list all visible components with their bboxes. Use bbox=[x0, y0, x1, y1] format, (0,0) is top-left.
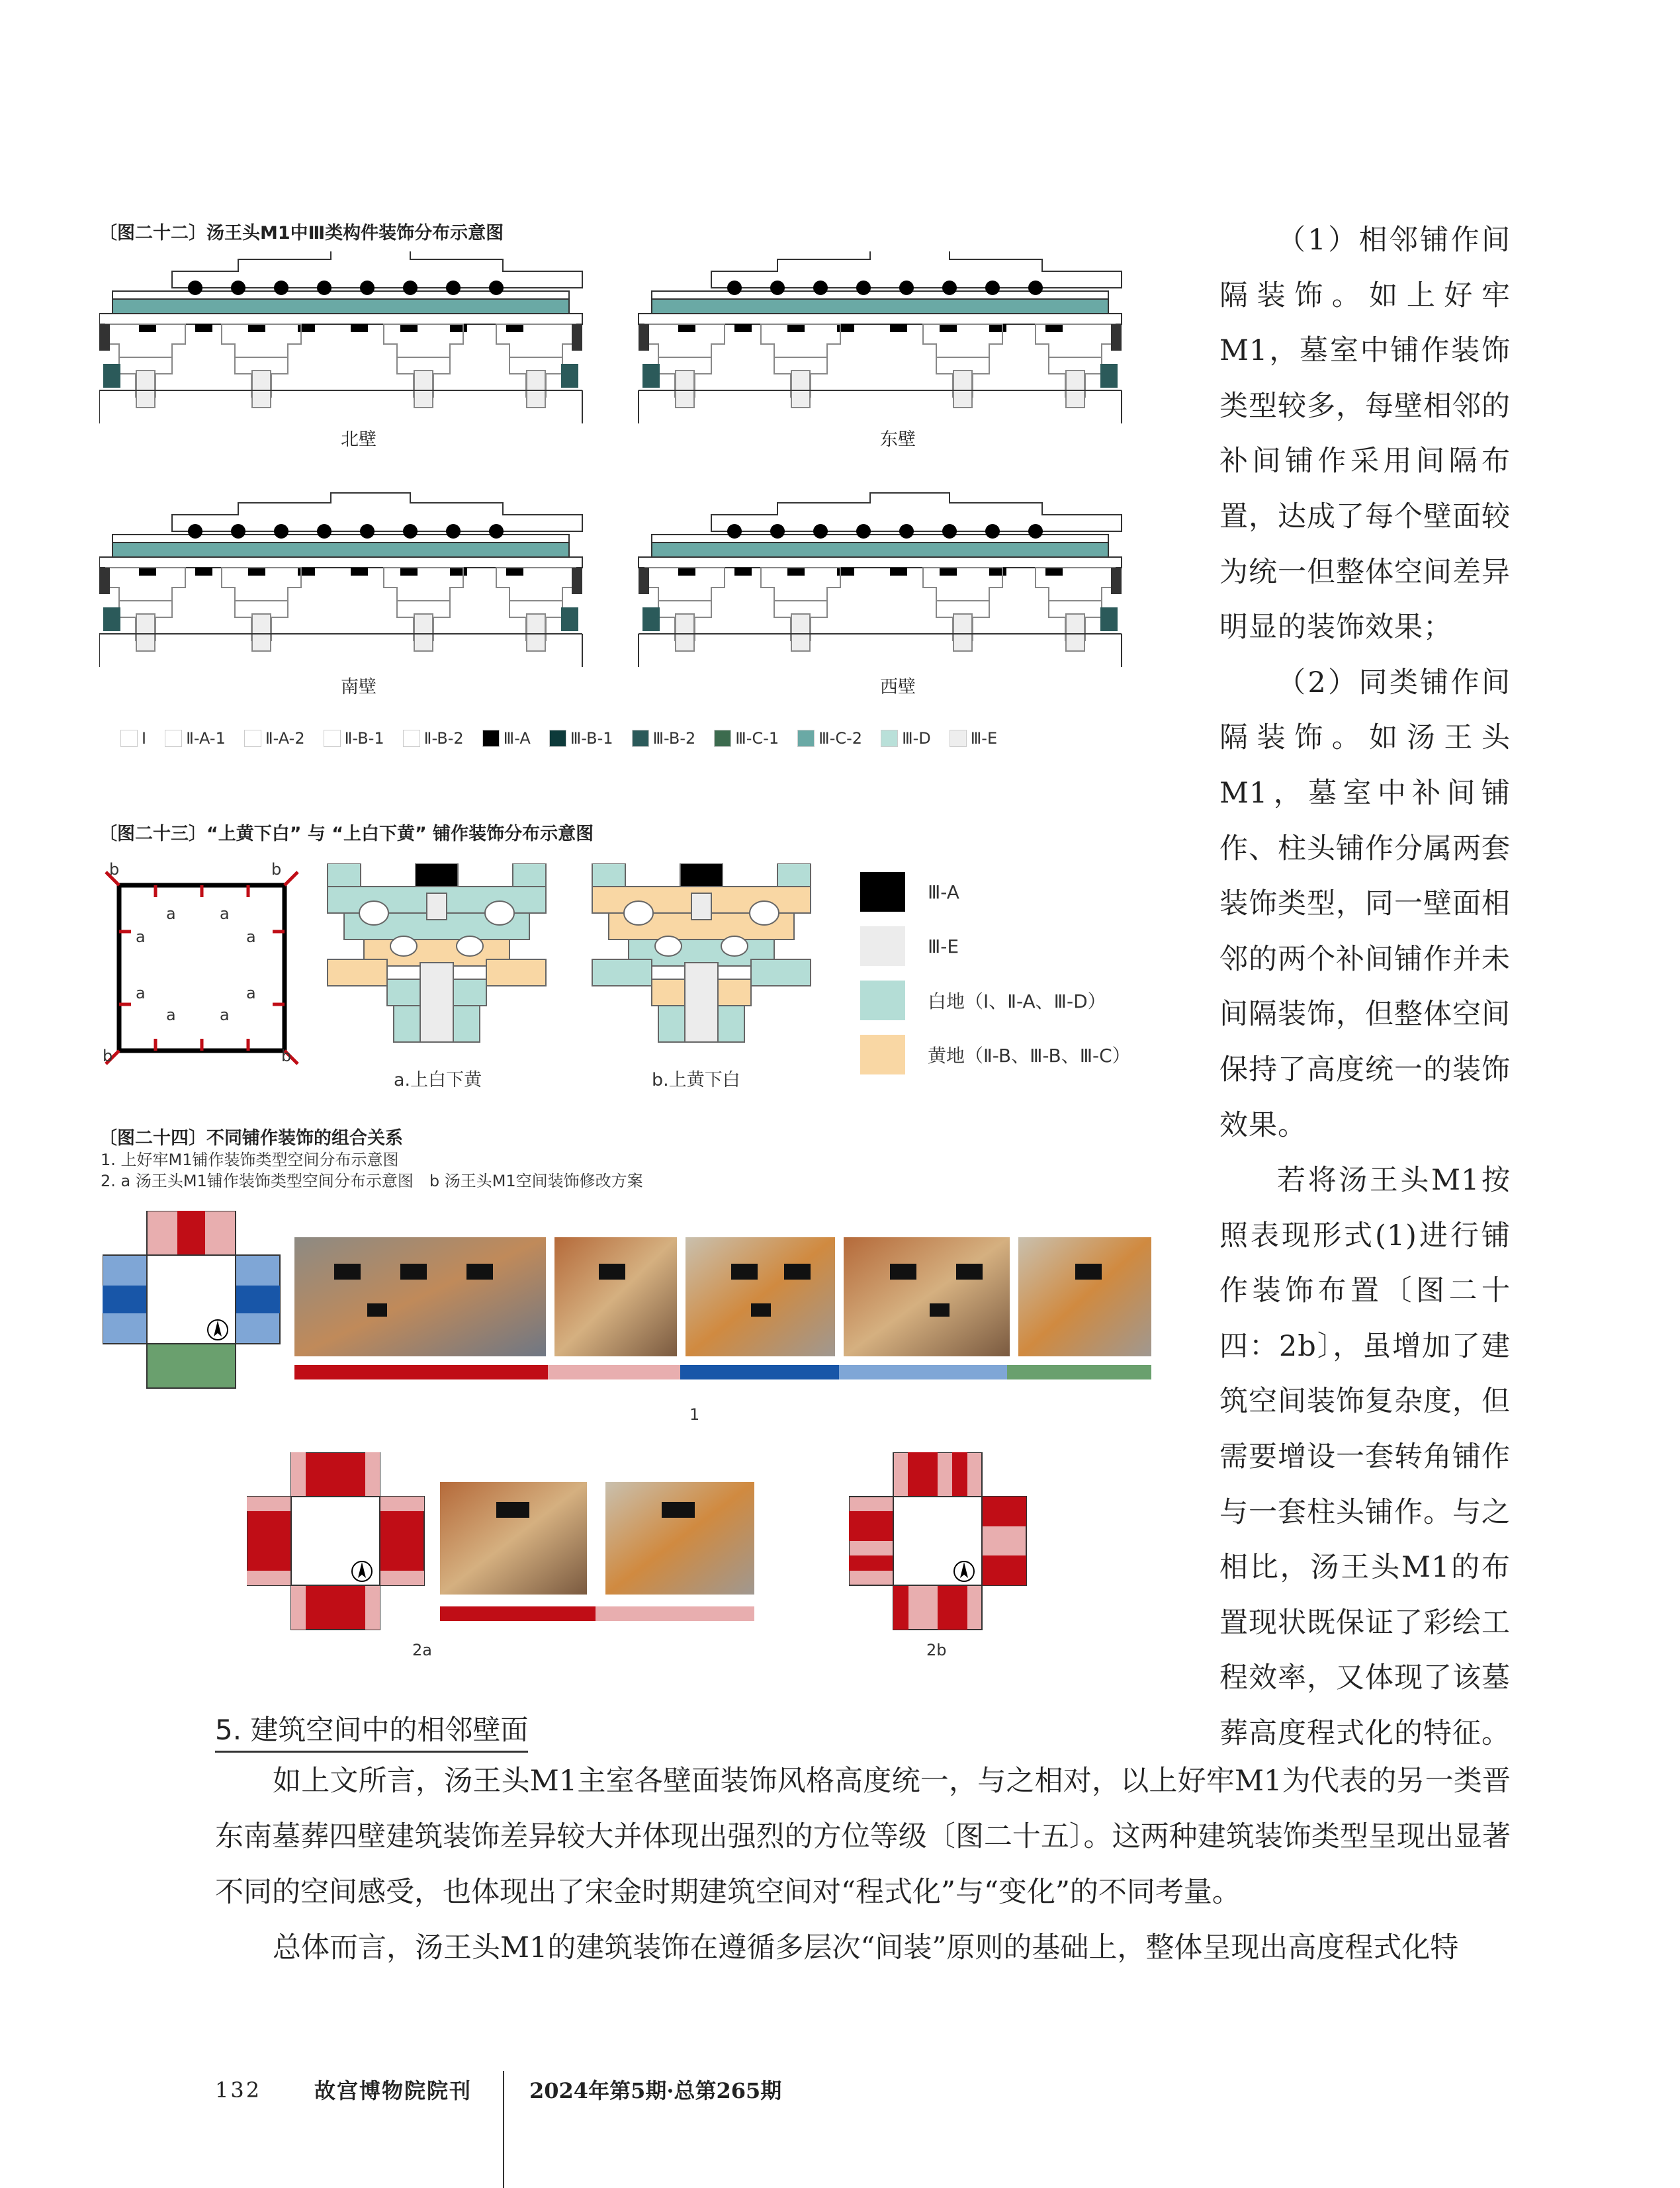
side-text-column bbox=[1219, 213, 1511, 1762]
fig24-label-2a: 2a bbox=[412, 1641, 432, 1659]
bracket-b-diagram bbox=[589, 863, 820, 1062]
photo-bracket bbox=[605, 1482, 754, 1595]
plan-side-label: a bbox=[220, 904, 230, 923]
photo-bracket bbox=[844, 1237, 1010, 1356]
side-paragraph: （1）相邻铺作间隔装饰。如上好牢M1，墓室中铺作装饰类型较多，每壁相邻的补间铺作采用间隔布置，达成了每个壁面较为统一但整体空间差异明显的装饰效果； bbox=[1219, 224, 1511, 644]
main-text bbox=[215, 1753, 1511, 1976]
plan-corner-label-br: b bbox=[281, 1047, 292, 1065]
legend-item: Ⅲ-B-1 bbox=[549, 729, 613, 748]
legend-swatch bbox=[403, 730, 420, 747]
fig24-sub1: 1. 上好牢M1铺作装饰类型空间分布示意图 bbox=[101, 1151, 399, 1169]
fig23-plan-diagram bbox=[99, 860, 311, 1078]
west-wall-drawing bbox=[639, 493, 1122, 667]
side-paragraph: 若将汤王头M1按照表现形式(1)进行铺作装饰布置〔图二十四：2b〕，虽增加了建筑空间装饰复杂度，但需要增设一套转角铺作与一套柱头铺作。与之相比，汤王头M1的布置现状既保证了彩绘工程效率，又体现了该墓葬高度程式化的特征。 bbox=[1219, 1164, 1511, 1751]
legend-swatch bbox=[950, 730, 967, 747]
page-number: 132 bbox=[215, 2078, 262, 2103]
legend-swatch bbox=[881, 730, 898, 747]
plan-side-label: a bbox=[166, 904, 176, 923]
legend-item: 黄地（Ⅱ-B、Ⅲ-B、Ⅲ-C） bbox=[860, 1035, 1131, 1074]
legend-swatch bbox=[549, 730, 566, 747]
plan-side-label: a bbox=[220, 1006, 230, 1024]
plan-side-label: a bbox=[166, 1006, 176, 1024]
legend-swatch bbox=[244, 730, 261, 747]
fig22-caption: 〔图二十二〕汤王头M1中Ⅲ类构件装饰分布示意图 bbox=[99, 223, 504, 243]
legend-item: Ⅱ-B-2 bbox=[403, 729, 464, 748]
plan-corner-label-tl: b bbox=[109, 860, 120, 879]
photo-bracket bbox=[554, 1237, 677, 1356]
wall-label-west: 西壁 bbox=[880, 677, 916, 697]
bracket-a-diagram bbox=[324, 863, 556, 1062]
fig24-photo-strip-1 bbox=[294, 1237, 1151, 1356]
legend-swatch bbox=[714, 730, 731, 747]
fig24-plan-2a bbox=[247, 1452, 425, 1631]
fig24-label-2b: 2b bbox=[926, 1641, 947, 1659]
photo-bracket bbox=[440, 1482, 587, 1595]
legend-swatch bbox=[165, 730, 182, 747]
north-arrow-icon bbox=[352, 1561, 372, 1581]
east-wall-drawing bbox=[639, 251, 1122, 423]
legend-swatch bbox=[860, 926, 905, 966]
legend-item: Ⅲ-A bbox=[482, 729, 531, 748]
side-paragraph: （2）同类铺作间隔装饰。如汤王头M1，墓室中补间铺作、柱头铺作分属两套装饰类型，同一壁面相邻的两个补间铺作并未间隔装饰，但整体空间保持了高度统一的装饰效果。 bbox=[1219, 666, 1511, 1142]
legend-item: Ⅲ-B-2 bbox=[632, 729, 696, 748]
legend-item: Ⅱ-B-1 bbox=[324, 729, 384, 748]
legend-item: Ⅲ-C-1 bbox=[714, 729, 779, 748]
journal-name: 故宫博物院院刊 bbox=[314, 2078, 472, 2103]
legend-item: Ⅲ-E bbox=[950, 729, 997, 748]
legend-swatch bbox=[324, 730, 341, 747]
legend-item: Ⅱ-A-1 bbox=[165, 729, 226, 748]
fig24-color-bar-2a bbox=[440, 1606, 754, 1621]
wall-label-north: 北壁 bbox=[341, 429, 376, 450]
section-heading: 5. 建筑空间中的相邻壁面 bbox=[215, 1708, 528, 1753]
legend-swatch bbox=[860, 981, 905, 1020]
legend-swatch bbox=[797, 730, 815, 747]
plan-side-label: a bbox=[136, 984, 146, 1002]
north-wall-drawing bbox=[99, 251, 582, 423]
fig24-caption: 〔图二十四〕不同铺作装饰的组合关系 bbox=[99, 1128, 403, 1149]
legend-item: Ⅲ-D bbox=[881, 729, 931, 748]
legend-item: Ⅲ-E bbox=[860, 926, 1131, 966]
photo-bracket bbox=[1018, 1237, 1151, 1356]
north-arrow-icon bbox=[208, 1320, 228, 1340]
issue-info: 2024年第5期·总第265期 bbox=[529, 2078, 782, 2103]
plan-side-label: a bbox=[136, 928, 146, 946]
fig23-caption: 〔图二十三〕“上黄下白” 与 “上白下黄” 铺作装饰分布示意图 bbox=[99, 824, 594, 844]
photo-bracket bbox=[294, 1237, 546, 1356]
fig24-photo-strip-2a bbox=[440, 1482, 754, 1595]
legend-swatch bbox=[632, 730, 649, 747]
bracket-a-label: a.上白下黄 bbox=[394, 1070, 482, 1090]
north-arrow-icon bbox=[954, 1561, 974, 1581]
fig24-plan-2b bbox=[849, 1452, 1028, 1631]
legend-item: Ⅲ-A bbox=[860, 872, 1131, 912]
body-paragraph: 如上文所言，汤王头M1主室各壁面装饰风格高度统一，与之相对，以上好牢M1为代表的另一类晋东南墓葬四壁建筑装饰差异较大并体现出强烈的方位等级〔图二十五〕。这两种建筑装饰类型呈现出显著不同的空间感受，也体现出了宋金时期建筑空间对“程式化”与“变化”的不同考量。 bbox=[215, 1765, 1511, 1909]
fig24-sub2: 2. a 汤王头M1铺作装饰类型空间分布示意图 b 汤王头M1空间装饰修改方案 bbox=[101, 1172, 643, 1190]
legend-item: 白地（Ⅰ、Ⅱ-A、Ⅲ-D） bbox=[860, 981, 1131, 1020]
south-wall-drawing bbox=[99, 493, 582, 667]
body-paragraph: 总体而言，汤王头M1的建筑装饰在遵循多层次“间装”原则的基础上，整体呈现出高度程式化特 bbox=[273, 1931, 1459, 1964]
bracket-b-label: b.上黄下白 bbox=[652, 1070, 740, 1090]
plan-corner-label-tr: b bbox=[271, 860, 282, 879]
wall-label-south: 南壁 bbox=[341, 677, 376, 697]
plan-side-label: a bbox=[246, 984, 256, 1002]
legend-swatch bbox=[482, 730, 500, 747]
fig22-legend bbox=[120, 729, 997, 748]
legend-item: Ⅱ-A-2 bbox=[244, 729, 305, 748]
legend-swatch bbox=[860, 872, 905, 912]
fig24-plan-1 bbox=[103, 1211, 281, 1389]
plan-side-label: a bbox=[246, 928, 256, 946]
fig23-legend bbox=[860, 872, 1131, 1074]
fig22-elevations bbox=[99, 251, 1171, 701]
plan-corner-label-bl: b bbox=[103, 1047, 113, 1065]
legend-item: Ⅰ bbox=[120, 729, 146, 748]
legend-item: Ⅲ-C-2 bbox=[797, 729, 862, 748]
legend-swatch bbox=[120, 730, 138, 747]
legend-swatch bbox=[860, 1035, 905, 1074]
fig24-label-1: 1 bbox=[689, 1405, 700, 1424]
photo-bracket bbox=[685, 1237, 835, 1356]
wall-label-east: 东壁 bbox=[880, 429, 916, 450]
footer-divider bbox=[503, 2071, 504, 2188]
fig24-color-bar-1 bbox=[294, 1365, 1151, 1379]
